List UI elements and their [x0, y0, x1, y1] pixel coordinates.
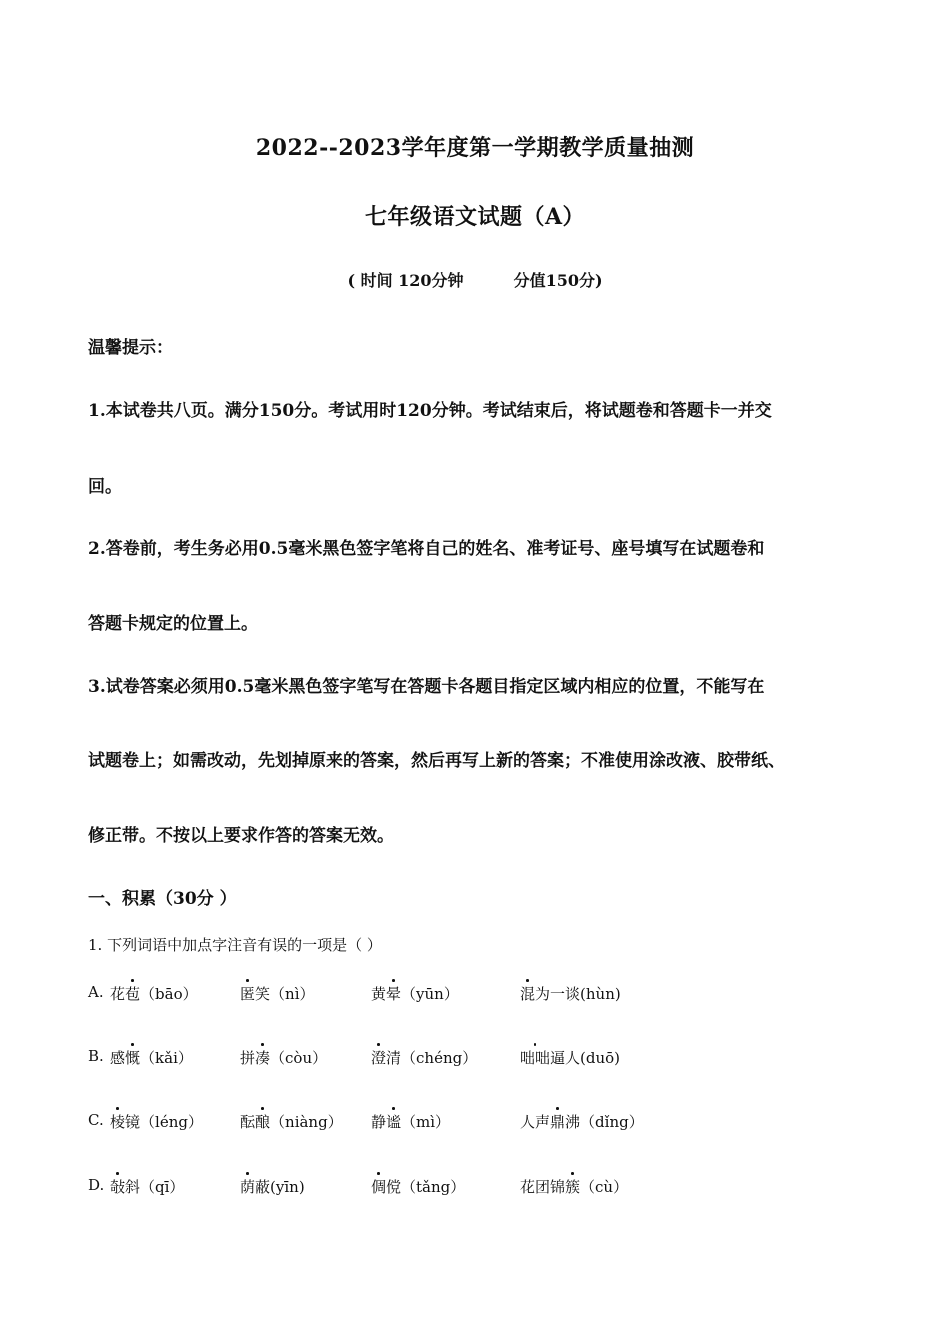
dotted-character: 咄咄 [520, 1049, 551, 1067]
dotted-character: 匿 [240, 985, 256, 1003]
tip-line: 答题卡规定的位置上。 [88, 614, 258, 634]
dotted-character: 凑 [255, 1049, 271, 1067]
option-row [88, 1047, 908, 1077]
dotted-character: 澄 [371, 1049, 387, 1067]
option-row [88, 1111, 908, 1141]
pinyin: （niàng） [270, 1113, 343, 1131]
option-letter: A. [88, 983, 104, 1001]
pinyin: （cù） [580, 1178, 629, 1196]
dotted-character: 苞 [125, 985, 141, 1003]
dotted-character: 倜 [371, 1178, 387, 1196]
option-word: 拼凑（còu） [240, 1049, 328, 1067]
option-word: 黄晕（yūn） [371, 985, 459, 1003]
pinyin: (yīn) [270, 1178, 305, 1196]
option-letter: D. [88, 1176, 105, 1194]
tip-line: 3.试卷答案必须用0.5毫米黑色签字笔写在答题卡各题目指定区域内相应的位置，不能写在 [88, 677, 765, 697]
time-label: ( 时间 120分钟 [347, 271, 464, 290]
option-word: 酝酿（niàng） [240, 1113, 343, 1131]
dotted-character: 敧 [110, 1178, 126, 1196]
tip-line: 试题卷上；如需改动，先划掉原来的答案，然后再写上新的答案；不准使用涂改液、胶带纸、 [88, 751, 785, 771]
dotted-character: 谧 [386, 1113, 402, 1131]
dotted-character: 晕 [386, 985, 402, 1003]
option-word: 人声鼎沸（dǐng） [520, 1113, 644, 1131]
question-stem: 1. 下列词语中加点字注音有误的一项是（ ） [88, 936, 382, 954]
pinyin: (duō) [580, 1049, 621, 1067]
tips-heading: 温馨提示： [88, 338, 173, 358]
option-word: 敧斜（qī） [110, 1178, 185, 1196]
pinyin: （yūn） [401, 985, 459, 1003]
tip-line: 修正带。不按以上要求作答的答案无效。 [88, 826, 394, 846]
option-word: 花团锦簇（cù） [520, 1178, 629, 1196]
pinyin: （bāo） [140, 985, 198, 1003]
pinyin: （nì） [270, 985, 315, 1003]
tip-line: 回。 [88, 477, 122, 497]
pinyin: （qī） [140, 1178, 185, 1196]
option-row [88, 983, 908, 1013]
pinyin: （chéng） [401, 1049, 478, 1067]
dotted-character: 慨 [125, 1049, 141, 1067]
dotted-character: 簇 [565, 1178, 581, 1196]
exam-title-line2: 七年级语文试题（A） [364, 204, 586, 230]
pinyin: （tǎng） [401, 1178, 466, 1196]
option-word: 倜傥（tǎng） [371, 1178, 466, 1196]
dotted-character: 棱 [110, 1113, 126, 1131]
section-heading: 一、积累（30分 ） [88, 889, 237, 909]
option-word: 荫蔽(yīn) [240, 1178, 305, 1196]
pinyin: （léng） [140, 1113, 203, 1131]
option-word: 匿笑（nì） [240, 985, 315, 1003]
option-row [88, 1176, 908, 1206]
pinyin: （còu） [270, 1049, 328, 1067]
option-word: 混为一谈(hùn) [520, 985, 621, 1003]
dotted-character: 酿 [255, 1113, 271, 1131]
option-word: 咄咄逼人(duō) [520, 1049, 621, 1067]
dotted-character: 鼎 [550, 1113, 566, 1131]
pinyin: （mì） [401, 1113, 451, 1131]
option-word: 静谧（mì） [371, 1113, 451, 1131]
option-word: 棱镜（léng） [110, 1113, 203, 1131]
option-word: 澄清（chéng） [371, 1049, 478, 1067]
option-letter: B. [88, 1047, 104, 1065]
pinyin: (hùn) [580, 985, 621, 1003]
option-word: 感慨（kǎi） [110, 1049, 193, 1067]
tip-line: 2.答卷前，考生务必用0.5毫米黑色签字笔将自己的姓名、准考证号、座号填写在试题卷和 [88, 539, 765, 559]
dotted-character: 混 [520, 985, 536, 1003]
pinyin: （kǎi） [140, 1049, 193, 1067]
pinyin: （dǐng） [580, 1113, 644, 1131]
option-word: 花苞（bāo） [110, 985, 198, 1003]
dotted-character: 荫 [240, 1178, 256, 1196]
score-label: 分值150分) [513, 271, 603, 290]
time-score-line [0, 268, 950, 291]
tip-line: 1.本试卷共八页。满分150分。考试用时120分钟。考试结束后，将试题卷和答题卡一并交 [88, 401, 772, 421]
option-letter: C. [88, 1111, 104, 1129]
exam-title-line1: 2022--2023学年度第一学期教学质量抽测 [255, 135, 695, 161]
